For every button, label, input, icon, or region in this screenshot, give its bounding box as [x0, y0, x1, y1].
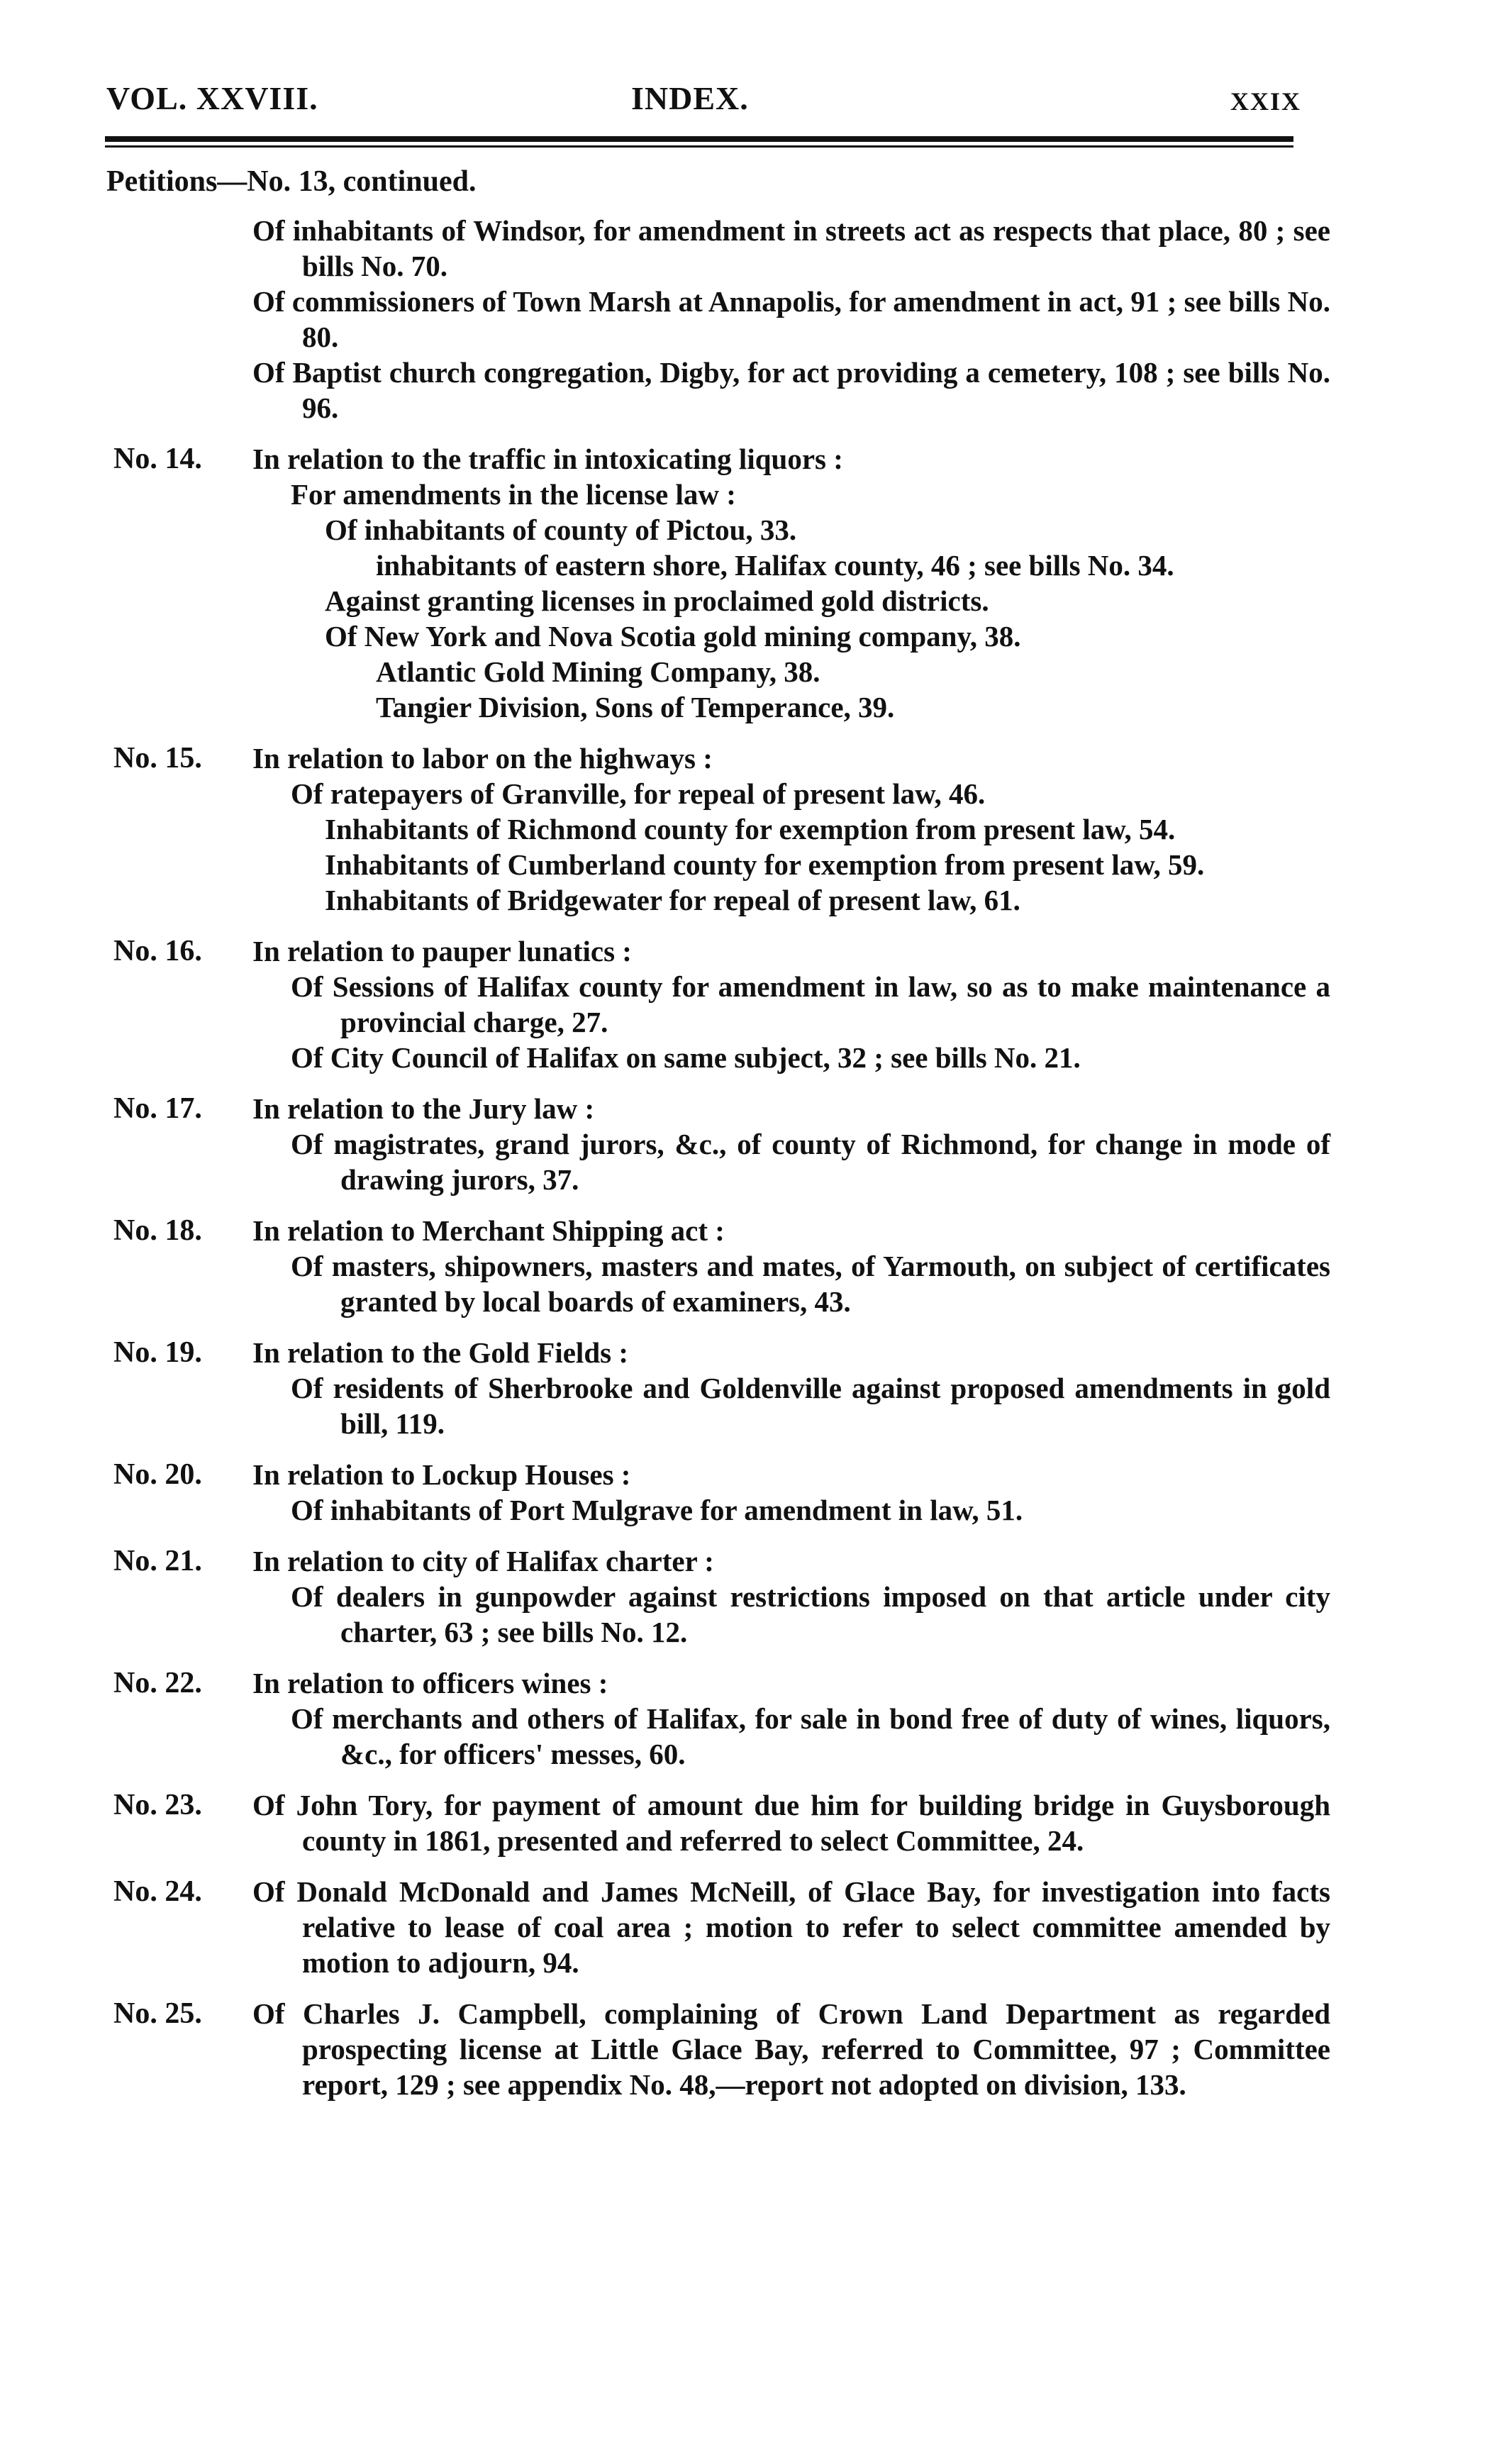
- entry-line: In relation to Lockup Houses :: [252, 1458, 631, 1491]
- header-rule-thin: [105, 145, 1293, 148]
- entry-line: In relation to officers wines :: [252, 1667, 608, 1699]
- entry-line: Of New York and Nova Scotia gold mining company, 38.: [325, 620, 1021, 653]
- entry-line: Inhabitants of Bridgewater for repeal of present law, 61.: [325, 884, 1020, 916]
- entry-number: No. 22.: [113, 1667, 202, 1699]
- index-entry: [0, 1213, 1497, 1319]
- entry-line: Of Sessions of Halifax county for amendment in law, so as to make maintenance a provincial charge, 27.: [291, 970, 1330, 1038]
- entry-line: Of magistrates, grand jurors, &c., of county of Richmond, for change in mode of drawing jurors, 37.: [291, 1128, 1330, 1196]
- index-entry: [0, 213, 1497, 426]
- index-entry: [0, 1543, 1497, 1650]
- entry-number: No. 19.: [113, 1336, 202, 1369]
- page-number: XXIX: [1230, 87, 1301, 116]
- entry-line: In relation to the traffic in intoxicating liquors :: [252, 443, 843, 475]
- entry-line: Of inhabitants of Port Mulgrave for amendment in law, 51.: [291, 1494, 1023, 1526]
- entry-line: Tangier Division, Sons of Temperance, 39.: [376, 691, 895, 723]
- entry-line: Of masters, shipowners, masters and mates, of Yarmouth, on subject of certificates granted by local boards of examiners, 43.: [291, 1250, 1330, 1318]
- index-entry: [0, 933, 1497, 1075]
- header-rule-thick: [105, 136, 1293, 142]
- entry-line: Of Baptist church congregation, Digby, for act providing a cemetery, 108 ; see bills No. 96.: [252, 356, 1330, 424]
- entry-line: Of dealers in gunpowder against restrictions imposed on that article under city charter, 63 ; see bills No. 12.: [291, 1580, 1330, 1648]
- entry-line: Atlantic Gold Mining Company, 38.: [376, 655, 820, 688]
- entry-line: In relation to pauper lunatics :: [252, 935, 632, 967]
- entry-line: Of residents of Sherbrooke and Goldenville against proposed amendments in gold bill, 119.: [291, 1372, 1330, 1440]
- index-entry: [0, 1457, 1497, 1528]
- entry-line: Against granting licenses in proclaimed gold districts.: [325, 584, 989, 617]
- entry-line: Of John Tory, for payment of amount due him for building bridge in Guysborough county in 1861, presented and referred to select Committee, 24.: [252, 1789, 1330, 1857]
- entry-line: Of Charles J. Campbell, complaining of Crown Land Department as regarded prospecting license at Little Glace Bay, referred to Committee, 97 ; Committee report, 129 ; see appendix No. 48,—report not adopted on division, 133.: [252, 1997, 1330, 2101]
- entry-line: For amendments in the license law :: [291, 478, 736, 511]
- entry-line: Of ratepayers of Granville, for repeal of present law, 46.: [291, 777, 986, 810]
- index-entry: [0, 1787, 1497, 1858]
- index-entry: [0, 1091, 1497, 1197]
- entry-line: Of Donald McDonald and James McNeill, of Glace Bay, for investigation into facts relative to lease of coal area ; motion to refer to select committee amended by motion to adjourn, 94.: [252, 1875, 1330, 1979]
- entry-number: No. 25.: [113, 1997, 202, 2030]
- entry-number: No. 23.: [113, 1789, 202, 1821]
- entry-number: No. 15.: [113, 742, 202, 775]
- entry-line: In relation to the Jury law :: [252, 1092, 595, 1125]
- entry-number: No. 20.: [113, 1458, 202, 1491]
- continuation-heading: Petitions—No. 13, continued.: [106, 165, 477, 198]
- entry-line: inhabitants of eastern shore, Halifax county, 46 ; see bills No. 34.: [376, 549, 1174, 582]
- volume-label: VOL. XXVIII.: [106, 80, 318, 116]
- entry-line: Of inhabitants of Windsor, for amendment in streets act as respects that place, 80 ; see bills No. 70.: [252, 214, 1330, 282]
- index-entry: [0, 1996, 1497, 2102]
- entry-line: In relation to labor on the highways :: [252, 742, 713, 775]
- entry-number: No. 21.: [113, 1545, 202, 1577]
- index-entries: [0, 213, 1497, 2118]
- entry-line: In relation to the Gold Fields :: [252, 1336, 628, 1369]
- index-entry: [0, 1874, 1497, 1980]
- entry-line: In relation to city of Halifax charter :: [252, 1545, 714, 1577]
- index-entry: [0, 740, 1497, 918]
- entry-line: Inhabitants of Richmond county for exemption from present law, 54.: [325, 813, 1176, 845]
- entry-number: No. 24.: [113, 1875, 202, 1908]
- entry-line: In relation to Merchant Shipping act :: [252, 1214, 725, 1247]
- entry-line: Of City Council of Halifax on same subject, 32 ; see bills No. 21.: [291, 1041, 1081, 1074]
- entry-number: No. 18.: [113, 1214, 202, 1247]
- index-entry: [0, 441, 1497, 725]
- entry-number: No. 17.: [113, 1092, 202, 1125]
- entry-line: Of commissioners of Town Marsh at Annapolis, for amendment in act, 91 ; see bills No. 80.: [252, 285, 1330, 353]
- entry-line: Inhabitants of Cumberland county for exemption from present law, 59.: [325, 848, 1205, 881]
- index-entry: [0, 1665, 1497, 1772]
- page-title: INDEX.: [631, 80, 749, 116]
- entry-number: No. 14.: [113, 443, 202, 475]
- entry-number: No. 16.: [113, 935, 202, 967]
- entry-line: Of inhabitants of county of Pictou, 33.: [325, 514, 797, 546]
- index-entry: [0, 1335, 1497, 1441]
- entry-line: Of merchants and others of Halifax, for sale in bond free of duty of wines, liquors, &c., for officers' messes, 60.: [291, 1702, 1330, 1770]
